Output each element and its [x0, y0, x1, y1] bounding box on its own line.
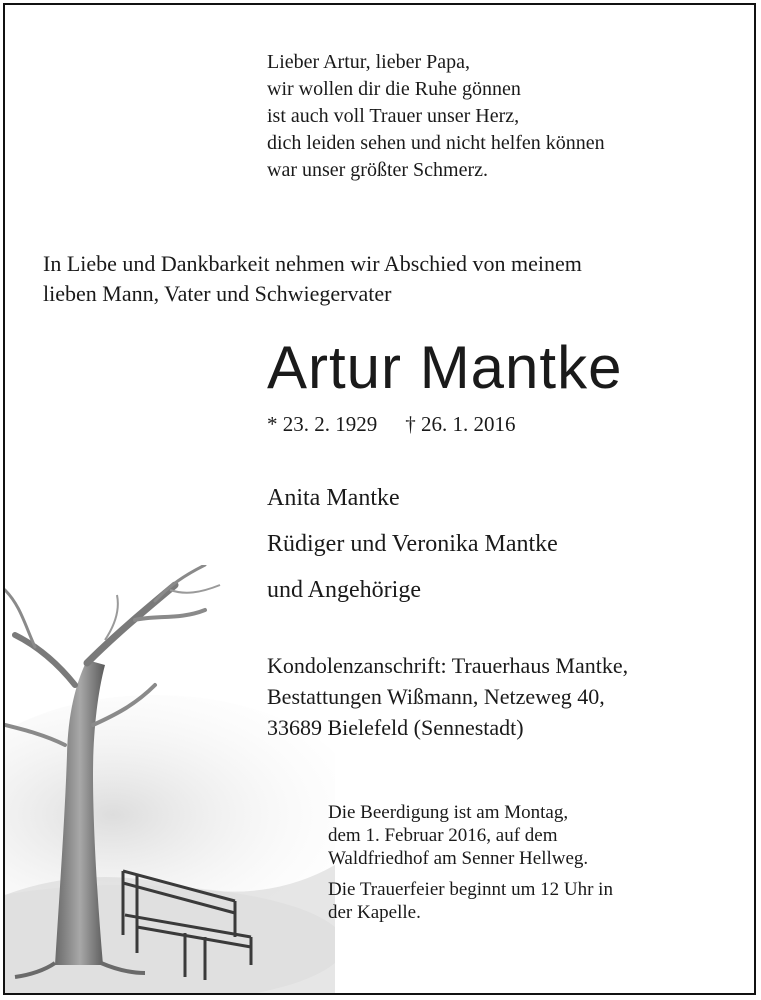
mourner-entry: Rüdiger und Veronika Mantke — [267, 531, 558, 557]
funeral-info — [328, 801, 613, 924]
poem-line: war unser größter Schmerz. — [267, 159, 489, 181]
poem-line: wir wollen dir die Ruhe gönnen — [267, 78, 521, 100]
mourners-list — [267, 475, 558, 613]
poem-line: Lieber Artur, lieber Papa, — [267, 51, 471, 73]
birth-date: * 23. 2. 1929 — [267, 412, 378, 436]
deceased-name: Artur Mantke — [267, 334, 623, 401]
ceremony-line: der Kapelle. — [328, 902, 421, 923]
mourner-entry: Anita Mantke — [267, 485, 400, 511]
tree-and-bench-illustration — [5, 565, 335, 995]
poem-line: ist auch voll Trauer unser Herz, — [267, 105, 520, 127]
address-line: Bestattungen Wißmann, Netzeweg 40, — [267, 684, 605, 709]
ceremony-notice — [328, 878, 613, 924]
burial-line: dem 1. Februar 2016, auf dem — [328, 825, 558, 846]
address-line: Kondolenzanschrift: Trauerhaus Mantke, — [267, 653, 629, 678]
burial-notice — [328, 801, 613, 870]
obituary-frame — [3, 3, 756, 995]
burial-line: Die Beerdigung ist am Montag, — [328, 802, 569, 823]
burial-line: Waldfriedhof am Senner Hellweg. — [328, 848, 589, 869]
address-line: 33689 Bielefeld (Sennestadt) — [267, 715, 524, 740]
poem-line: dich leiden sehen und nicht helfen können — [267, 132, 605, 154]
condolence-address — [267, 650, 628, 743]
death-date: † 26. 1. 2016 — [405, 412, 516, 436]
farewell-intro — [43, 249, 743, 309]
mourner-entry: und Angehörige — [267, 577, 421, 603]
memorial-poem — [267, 49, 605, 184]
life-dates — [267, 410, 516, 438]
ceremony-line: Die Trauerfeier beginnt um 12 Uhr in — [328, 879, 613, 900]
intro-line: In Liebe und Dankbarkeit nehmen wir Abschied von meinem — [43, 251, 582, 276]
intro-line: lieben Mann, Vater und Schwiegervater — [43, 281, 392, 306]
